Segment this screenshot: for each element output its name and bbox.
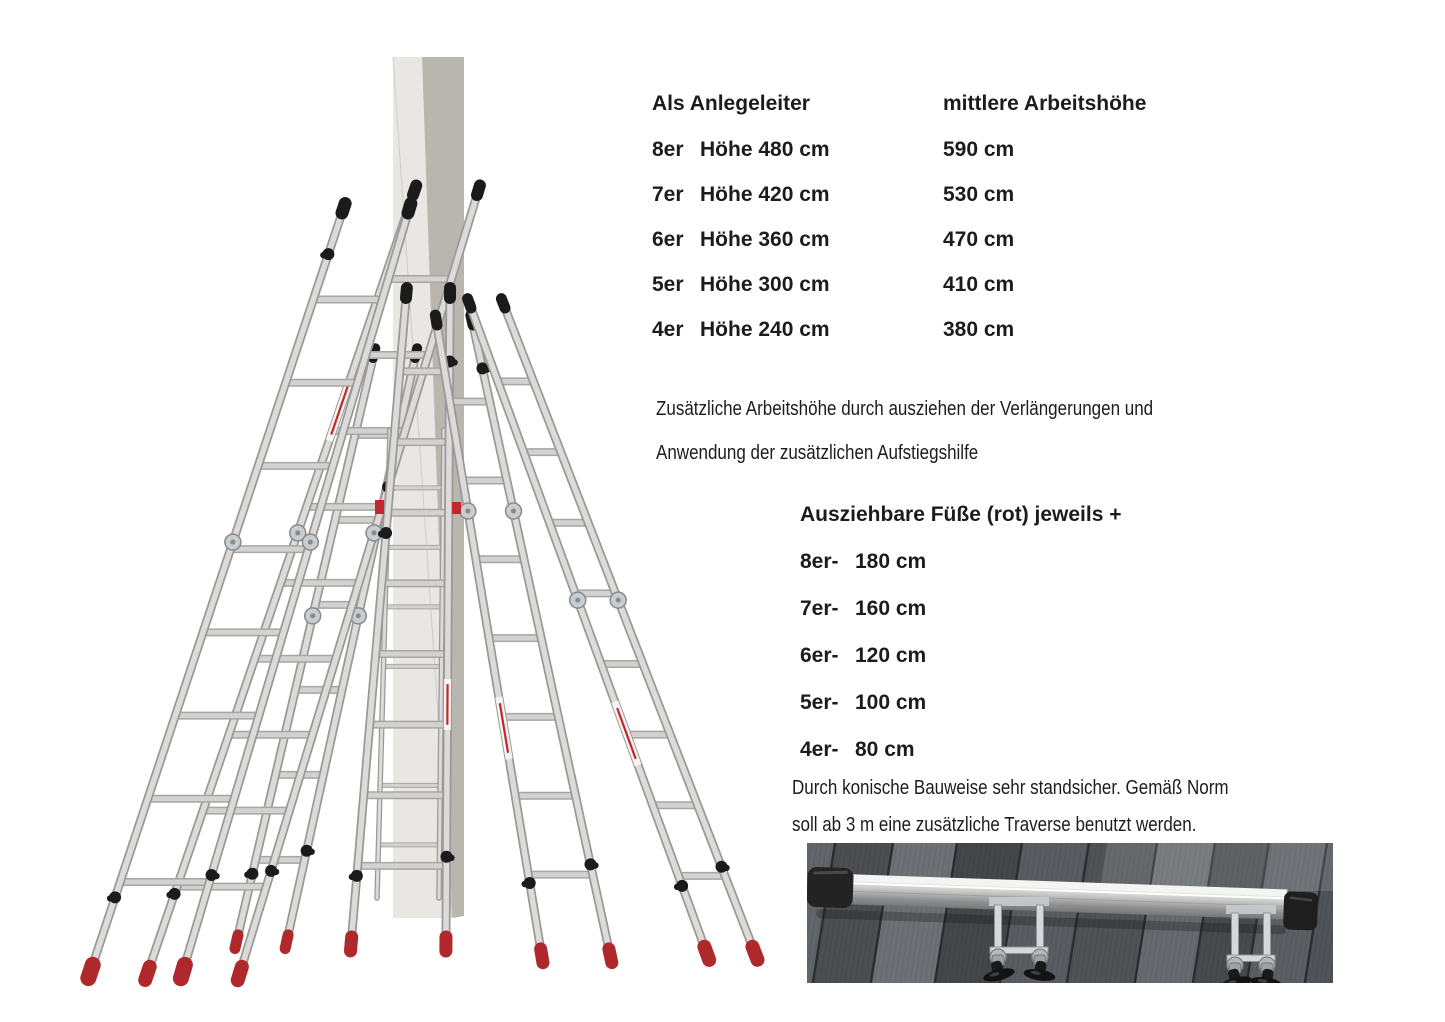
- table-row: [652, 318, 1146, 363]
- arbeitshoehe-value: 590 cm: [943, 138, 1015, 161]
- table-row: [652, 183, 1146, 228]
- size-label: 4er: [652, 318, 684, 341]
- size-label: 4er-: [800, 738, 839, 761]
- extension-note-line1: Zusätzliche Arbeitshöhe durch ausziehen der Verlängerungen und: [656, 398, 1154, 420]
- extension-value: 100 cm: [855, 691, 927, 714]
- anlegeleiter-table-header: [652, 92, 1146, 138]
- arbeitshoehe-value: 410 cm: [943, 273, 1015, 296]
- size-label: 5er: [652, 273, 684, 296]
- arbeitshoehe-value: 530 cm: [943, 183, 1015, 206]
- size-label: 8er-: [800, 550, 839, 573]
- table-row: [800, 644, 1122, 691]
- size-label: 6er: [652, 228, 684, 251]
- hoehe-value: Höhe 240 cm: [700, 318, 830, 341]
- extension-note: [656, 397, 1241, 485]
- traverse-note-line1: Durch konische Bauweise sehr standsicher. Gemäß Norm: [792, 777, 1229, 799]
- fuesse-table-header: [800, 503, 1122, 550]
- hoehe-value: Höhe 360 cm: [700, 228, 830, 251]
- extension-value: 120 cm: [855, 644, 927, 667]
- traverse-note: [792, 777, 1306, 851]
- hoehe-value: Höhe 300 cm: [700, 273, 830, 296]
- header-ausziehbare-fuesse: Ausziehbare Füße (rot) jeweils +: [800, 503, 1122, 526]
- size-label: 5er-: [800, 691, 839, 714]
- arbeitshoehe-value: 470 cm: [943, 228, 1015, 251]
- table-row: [800, 597, 1122, 644]
- fuesse-table: [800, 503, 1122, 785]
- table-row: [652, 273, 1146, 318]
- table-row: [800, 550, 1122, 597]
- header-als-anlegeleiter: Als Anlegeleiter: [652, 92, 810, 115]
- size-label: 7er: [652, 183, 684, 206]
- size-label: 6er-: [800, 644, 839, 667]
- anlegeleiter-table: [652, 92, 1146, 363]
- table-row: [652, 138, 1146, 183]
- extension-value: 80 cm: [855, 738, 915, 761]
- extension-note-line2: Anwendung der zusätzlichen Aufstiegshilfe: [656, 442, 979, 464]
- traverse-note-line2: soll ab 3 m eine zusätzliche Traverse benutzt werden.: [792, 814, 1197, 836]
- traverse-photo: [807, 843, 1333, 983]
- arbeitshoehe-value: 380 cm: [943, 318, 1015, 341]
- size-label: 8er: [652, 138, 684, 161]
- table-row: [652, 228, 1146, 273]
- extension-value: 160 cm: [855, 597, 927, 620]
- table-row: [800, 691, 1122, 738]
- hoehe-value: Höhe 480 cm: [700, 138, 830, 161]
- extension-value: 180 cm: [855, 550, 927, 573]
- size-label: 7er-: [800, 597, 839, 620]
- header-mittlere-arbeitshoehe: mittlere Arbeitshöhe: [943, 92, 1147, 115]
- hoehe-value: Höhe 420 cm: [700, 183, 830, 206]
